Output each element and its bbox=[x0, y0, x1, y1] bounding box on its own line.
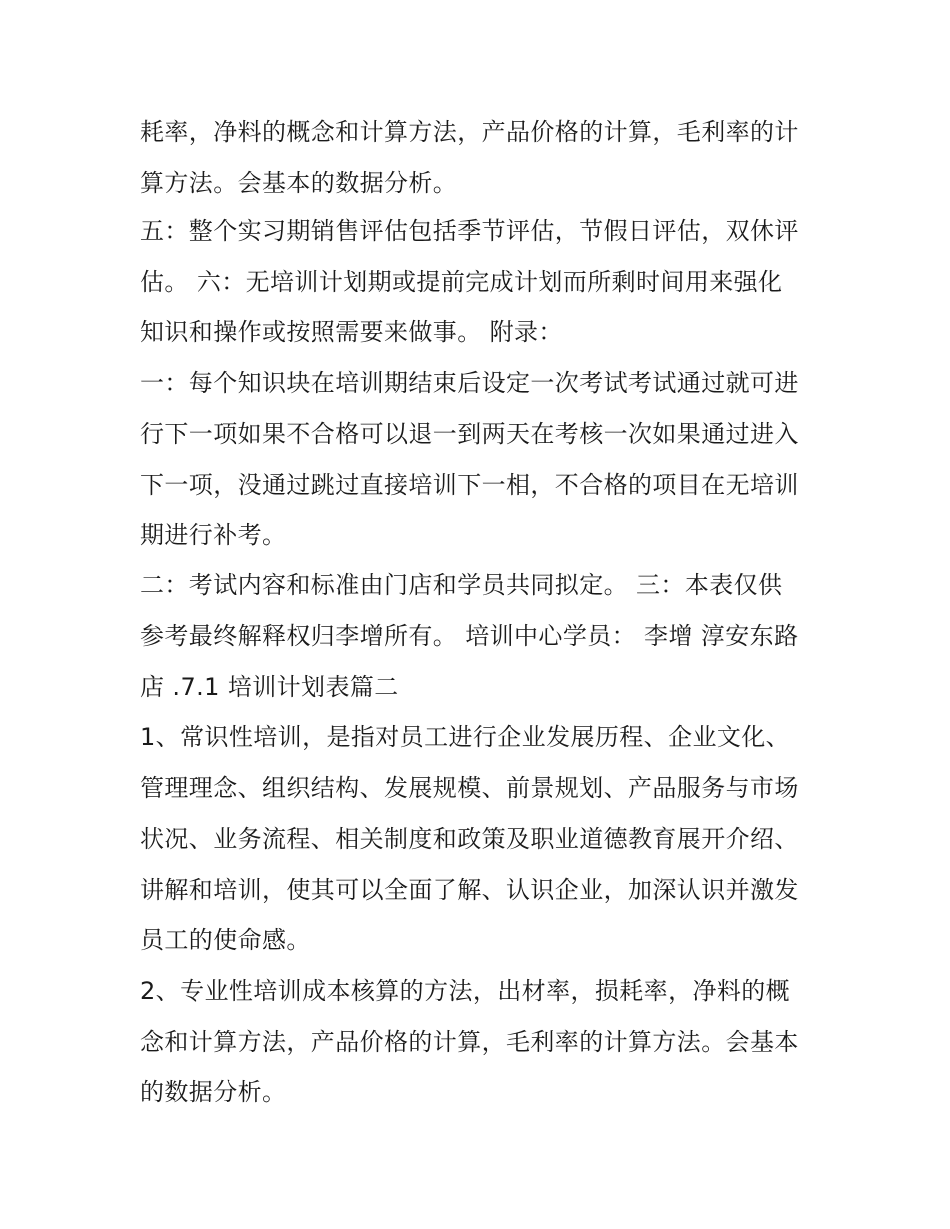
text-line: 一：每个知识块在培训期结束后设定一次考试考试通过就可进 bbox=[140, 369, 799, 397]
text-line: 耗率，净料的概念和计算方法，产品价格的计算，毛利率的计 bbox=[140, 118, 799, 146]
text-line: 算方法。会基本的数据分析。 bbox=[140, 169, 458, 197]
text-line: 1、常识性培训，是指对员工进行企业发展历程、企业文化、 bbox=[140, 723, 791, 751]
text-line: 知识和操作或按照需要来做事。 附录： bbox=[140, 318, 563, 346]
text-line: 状况、业务流程、相关制度和政策及职业道德教育展开介绍、 bbox=[140, 825, 799, 853]
text-line: 下一项，没通过跳过直接培训下一相，不合格的项目在无培训 bbox=[140, 471, 799, 499]
text-line: 讲解和培训，使其可以全面了解、认识企业，加深认识并激发 bbox=[140, 876, 799, 904]
text-line: 管理理念、组织结构、发展规模、前景规划、产品服务与市场 bbox=[140, 774, 799, 802]
text-line: 五：整个实习期销售评估包括季节评估，节假日评估，双休评 bbox=[140, 217, 799, 245]
text-line: 的数据分析。 bbox=[140, 1078, 287, 1106]
text-line: 店 .7.1 培训计划表篇二 bbox=[140, 673, 399, 701]
text-line: 2、专业性培训成本核算的方法，出材率，损耗率，净料的概 bbox=[140, 977, 791, 1005]
text-line: 参考最终解释权归李增所有。 培训中心学员： 李增 淳安东路 bbox=[140, 622, 799, 650]
text-line: 二：考试内容和标准由门店和学员共同拟定。 三：本表仅供 bbox=[140, 571, 783, 599]
text-line: 期进行补考。 bbox=[140, 521, 287, 549]
text-line: 估。 六：无培训计划期或提前完成计划而所剩时间用来强化 bbox=[140, 268, 783, 296]
text-line: 行下一项如果不合格可以退一到两天在考核一次如果通过进入 bbox=[140, 420, 799, 448]
text-line: 念和计算方法，产品价格的计算，毛利率的计算方法。会基本 bbox=[140, 1028, 799, 1056]
text-line: 员工的使命感。 bbox=[140, 926, 311, 954]
